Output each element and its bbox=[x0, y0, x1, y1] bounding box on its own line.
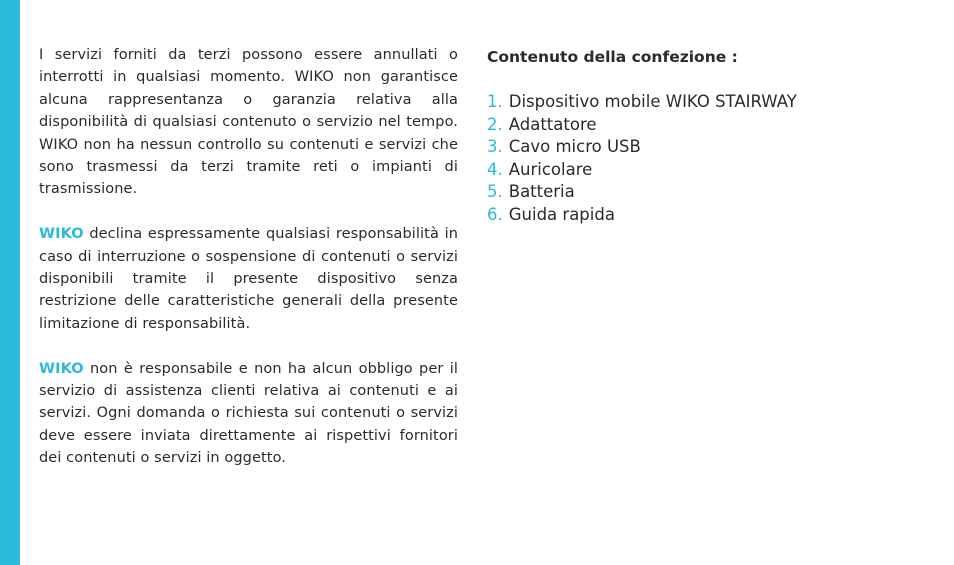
item-label: Batteria bbox=[508, 182, 575, 202]
disclaimer-paragraph-1: I servizi forniti da terzi possono essere annullati o interrotti in qualsiasi momento. WIKO non garantisce alcuna rappresentanza o garanzia relativa alla disponibilità di qualsiasi contenuto o servizio nel tempo. WIKO non ha nessun controllo su contenuti e servizi che sono trasmessi da terzi tramite reti o impianti di trasmissione. bbox=[39, 47, 458, 198]
item-label: Dispositivo mobile WIKO STAIRWAY bbox=[508, 92, 797, 111]
disclaimer-column bbox=[39, 44, 458, 492]
list-item bbox=[487, 181, 927, 204]
item-number: 3. bbox=[487, 137, 503, 157]
paragraph-text: non è responsabile e non ha alcun obbligo per il servizio di assistenza clienti relativa ai contenuti e ai servizi. Ogni domanda o richiesta sui contenuti o servizi deve essere inviata direttamente ai rispettivi fornitori dei contenuti o servizi in oggetto. bbox=[39, 360, 458, 467]
item-number: 6. bbox=[487, 204, 503, 224]
item-number: 5. bbox=[487, 182, 503, 202]
item-label: Auricolare bbox=[508, 159, 593, 179]
package-contents-list bbox=[487, 91, 927, 227]
list-item bbox=[487, 204, 927, 227]
paragraph-text: declina espressamente qualsiasi responsabilità in caso di interruzione o sospensione di contenuti o servizi disponibili tramite il presente dispositivo senza restrizione delle caratteristiche generali della presente limitazione di responsabilità. bbox=[39, 226, 458, 332]
disclaimer-paragraph-2 bbox=[39, 223, 458, 335]
disclaimer-paragraph-3 bbox=[39, 358, 458, 470]
list-item bbox=[487, 159, 927, 182]
item-label: Guida rapida bbox=[508, 204, 615, 224]
item-label: Adattatore bbox=[508, 114, 597, 134]
accent-sidebar bbox=[0, 0, 20, 565]
list-item bbox=[487, 136, 927, 159]
item-number: 4. bbox=[487, 159, 503, 179]
list-item bbox=[487, 91, 927, 114]
brand-name: WIKO bbox=[39, 226, 84, 243]
package-contents-column bbox=[487, 45, 927, 227]
item-label: Cavo micro USB bbox=[508, 137, 641, 157]
list-item bbox=[487, 114, 927, 137]
item-number: 1. bbox=[487, 92, 503, 111]
package-contents-heading: Contenuto della confezione : bbox=[487, 48, 738, 66]
brand-name: WIKO bbox=[39, 360, 84, 377]
item-number: 2. bbox=[487, 114, 503, 134]
